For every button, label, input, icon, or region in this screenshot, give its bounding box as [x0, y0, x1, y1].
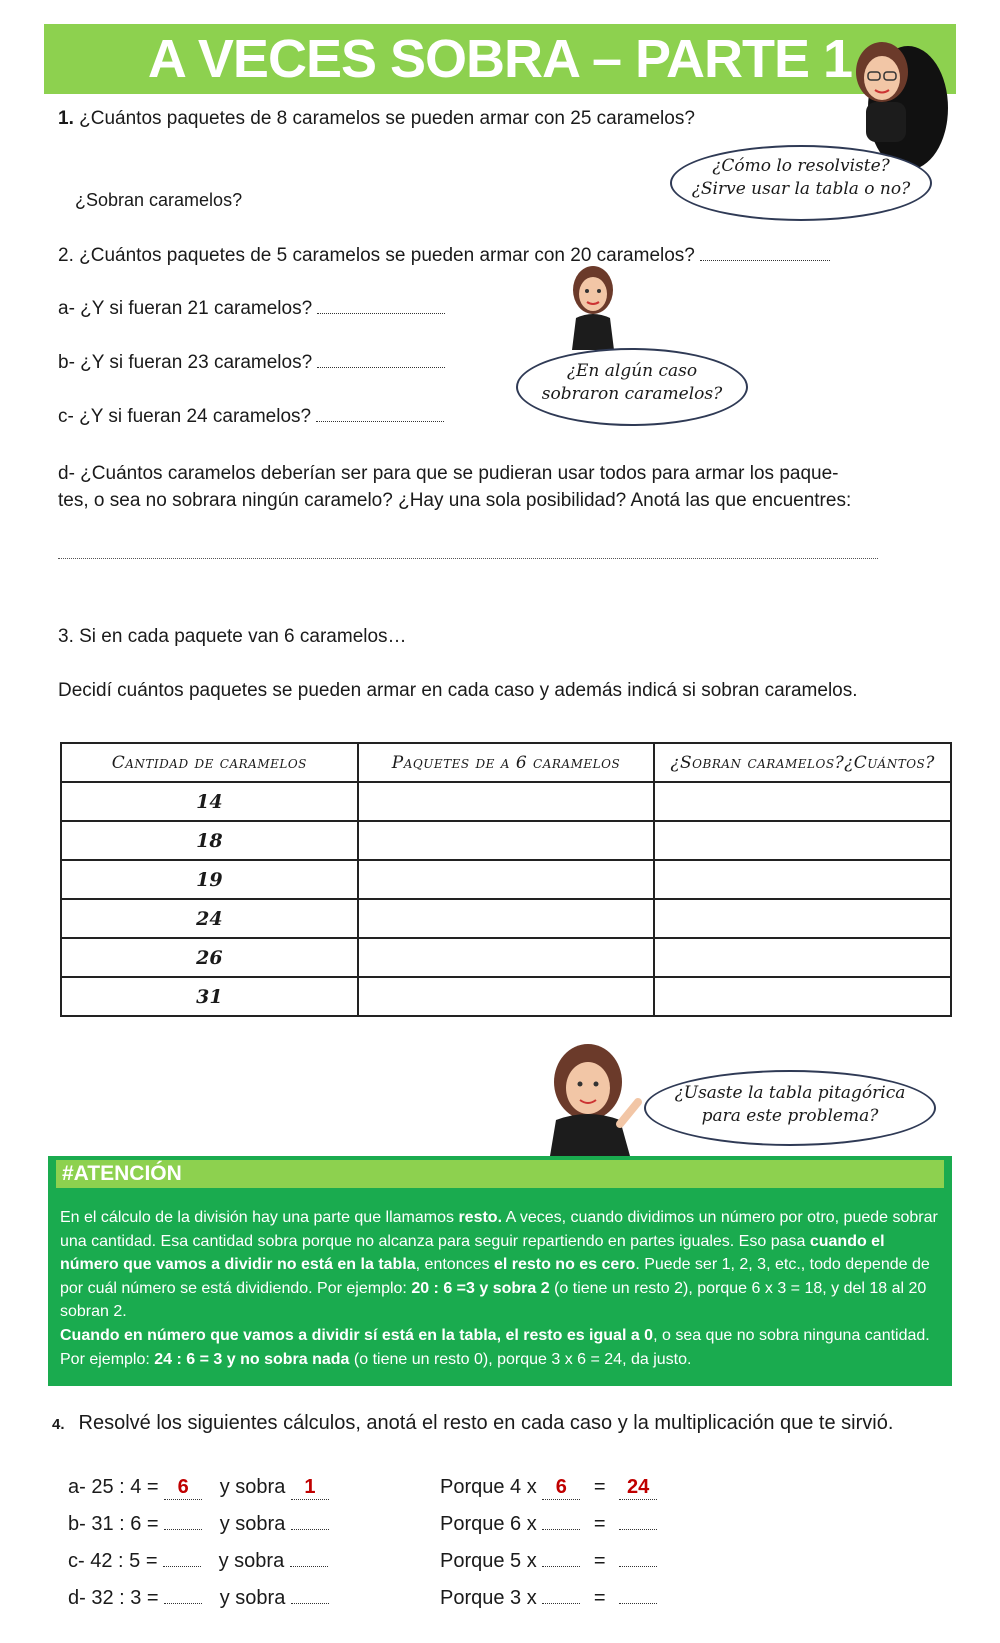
question-1-number: 1.	[58, 108, 74, 129]
answer-line[interactable]	[316, 405, 444, 422]
equals-sign: =	[593, 1513, 606, 1535]
calc-check-a	[440, 1476, 657, 1500]
factor-answer[interactable]	[542, 1566, 580, 1567]
calc-row-d	[68, 1587, 329, 1610]
calc-expression: d- 32 : 3 =	[68, 1587, 159, 1609]
row-quantity: 18	[61, 821, 358, 860]
calc-row-a	[68, 1476, 329, 1500]
quotient-answer[interactable]	[164, 1603, 202, 1604]
sobran-cell[interactable]	[654, 977, 951, 1016]
remainder-answer[interactable]: 1	[291, 1476, 329, 1500]
question-1	[58, 108, 695, 130]
candy-table	[60, 742, 952, 1017]
product-answer[interactable]	[619, 1566, 657, 1567]
sobran-cell[interactable]	[654, 860, 951, 899]
factor-answer[interactable]	[542, 1529, 580, 1530]
header-sobran: ¿Sobran caramelos?¿Cuántos?	[654, 743, 951, 782]
row-quantity: 24	[61, 899, 358, 938]
paquetes-cell[interactable]	[358, 977, 655, 1016]
paquetes-cell[interactable]	[358, 899, 655, 938]
attention-text	[60, 1206, 942, 1371]
attention-part: , entonces	[415, 1256, 494, 1274]
quotient-answer[interactable]: 6	[164, 1476, 202, 1500]
quotient-answer[interactable]	[164, 1529, 202, 1530]
table-row	[61, 977, 951, 1016]
equals-sign: =	[593, 1587, 606, 1609]
table-row	[61, 938, 951, 977]
table-row	[61, 821, 951, 860]
question-2c	[58, 405, 444, 428]
question-4	[52, 1412, 893, 1435]
calc-row-b	[68, 1513, 329, 1536]
attention-bold: 24 : 6 = 3 y no sobra nada	[154, 1350, 350, 1368]
remainder-label: y sobra	[218, 1550, 285, 1572]
question-3: 3. Si en cada paquete van 6 caramelos…	[58, 626, 407, 647]
calc-check-d	[440, 1587, 657, 1610]
equals-sign: =	[593, 1476, 606, 1498]
question-2	[58, 244, 830, 267]
attention-bold: cuando el número que vamos a dividir no está en la tabla	[60, 1232, 885, 1274]
question-3-instruction: Decidí cuántos paquetes se pueden armar en cada caso y además indicá si sobran caramelos.	[58, 680, 858, 701]
header-paquetes: Paquetes de a 6 caramelos	[358, 743, 655, 782]
sobran-cell[interactable]	[654, 899, 951, 938]
attention-part: (o tiene un resto 2), porque 6 x 3 = 18, y del 18 al 20 sobran 2.	[60, 1279, 927, 1321]
bubble-1-line-1: ¿Cómo lo resolviste?	[712, 156, 890, 176]
question-2d-line-1: d- ¿Cuántos caramelos deberían ser para que se pudieran usar todos para armar los paque-	[58, 463, 839, 484]
sobran-cell[interactable]	[654, 782, 951, 821]
answer-line-long[interactable]	[58, 558, 878, 559]
question-2c-text: c- ¿Y si fueran 24 caramelos?	[58, 406, 312, 427]
attention-part: , o sea que no sobra ninguna cantidad. Por ejemplo:	[60, 1326, 930, 1368]
paquetes-cell[interactable]	[358, 860, 655, 899]
table-header-row	[61, 743, 951, 782]
speech-bubble-1	[670, 145, 932, 221]
question-1-text: ¿Cuántos paquetes de 8 caramelos se pueden armar con 25 caramelos?	[79, 108, 695, 129]
speech-bubble-3	[644, 1070, 936, 1146]
attention-bold: 20 : 6 =3 y sobra 2	[411, 1279, 550, 1297]
question-2b-text: b- ¿Y si fueran 23 caramelos?	[58, 352, 313, 373]
question-2a	[58, 297, 445, 320]
question-2d	[58, 460, 938, 514]
multiplication-label: Porque 6 x	[440, 1513, 537, 1535]
table-row	[61, 899, 951, 938]
row-quantity: 31	[61, 977, 358, 1016]
multiplication-label: Porque 4 x	[440, 1476, 537, 1498]
bubble-2-line-2: sobraron caramelos?	[541, 384, 723, 404]
attention-part: (o tiene un resto 0), porque 3 x 6 = 24, da justo.	[349, 1350, 692, 1368]
product-answer[interactable]: 24	[619, 1476, 657, 1500]
calc-expression: a- 25 : 4 =	[68, 1476, 159, 1498]
header-cantidad: Cantidad de caramelos	[61, 743, 358, 782]
paquetes-cell[interactable]	[358, 821, 655, 860]
calc-row-c	[68, 1550, 328, 1573]
attention-bold: resto.	[458, 1209, 503, 1226]
attention-part: En el cálculo de la división hay una parte que llamamos	[60, 1209, 459, 1226]
question-1-sub: ¿Sobran caramelos?	[75, 190, 243, 210]
attention-part: . Puede ser 1, 2, 3, etc., todo depende de por cuál número se está dividiendo. Por ejemplo:	[60, 1256, 930, 1297]
remainder-answer[interactable]	[291, 1603, 329, 1604]
remainder-label: y sobra	[219, 1476, 286, 1498]
row-quantity: 19	[61, 860, 358, 899]
multiplication-label: Porque 3 x	[440, 1587, 537, 1609]
answer-line[interactable]	[317, 297, 445, 314]
answer-line[interactable]	[700, 244, 830, 261]
remainder-label: y sobra	[219, 1587, 286, 1609]
factor-answer[interactable]	[542, 1603, 580, 1604]
paquetes-cell[interactable]	[358, 782, 655, 821]
question-2-text: 2. ¿Cuántos paquetes de 5 caramelos se pueden armar con 20 caramelos?	[58, 245, 695, 266]
table-row	[61, 782, 951, 821]
answer-line[interactable]	[317, 351, 445, 368]
calc-check-c	[440, 1550, 657, 1573]
question-2a-text: a- ¿Y si fueran 21 caramelos?	[58, 298, 313, 319]
row-quantity: 26	[61, 938, 358, 977]
remainder-label: y sobra	[219, 1513, 286, 1535]
attention-part: A veces, cuando dividimos un número por otro, puede sobrar una cantidad. Esa cantidad sobra porque no alcanza para seguir repartiendo en partes iguales. Eso pasa	[60, 1209, 938, 1250]
remainder-answer[interactable]	[290, 1566, 328, 1567]
bubble-3-line-2: para este problema?	[701, 1106, 879, 1126]
paquetes-cell[interactable]	[358, 938, 655, 977]
product-answer[interactable]	[619, 1603, 657, 1604]
attention-bold: Cuando en número que vamos a dividir sí está en la tabla, el resto es igual a 0	[60, 1326, 654, 1344]
calc-expression: b- 31 : 6 =	[68, 1513, 159, 1535]
row-quantity: 14	[61, 782, 358, 821]
calc-expression: c- 42 : 5 =	[68, 1550, 158, 1572]
question-2b	[58, 351, 445, 374]
question-4-text: Resolvé los siguientes cálculos, anotá el resto en cada caso y la multiplicación que te sirvió.	[78, 1412, 894, 1434]
teacher-avatar-small-icon	[558, 262, 628, 352]
quotient-answer[interactable]	[163, 1566, 201, 1567]
teacher-avatar-large-icon	[540, 1040, 650, 1156]
multiplication-label: Porque 5 x	[440, 1550, 537, 1572]
speech-bubble-2	[516, 348, 748, 426]
question-2d-line-2: tes, o sea no sobrara ningún caramelo? ¿Hay una sola posibilidad? Anotá las que encuentres:	[58, 490, 852, 511]
sobran-cell[interactable]	[654, 938, 951, 977]
sobran-cell[interactable]	[654, 821, 951, 860]
equals-sign: =	[593, 1550, 606, 1572]
table-row	[61, 860, 951, 899]
attention-heading: #ATENCIÓN	[56, 1160, 944, 1188]
question-4-number: 4.	[52, 1416, 65, 1433]
calc-check-b	[440, 1513, 657, 1536]
bubble-2-line-1: ¿En algún caso	[566, 361, 698, 381]
remainder-answer[interactable]	[291, 1529, 329, 1530]
factor-answer[interactable]: 6	[542, 1476, 580, 1500]
attention-bold: el resto no es cero	[493, 1256, 636, 1274]
bubble-3-line-1: ¿Usaste la tabla pitagórica	[674, 1083, 906, 1103]
bubble-1-line-2: ¿Sirve usar la tabla o no?	[691, 179, 911, 199]
page-title: A VECES SOBRA – PARTE 1	[147, 29, 853, 89]
product-answer[interactable]	[619, 1529, 657, 1530]
